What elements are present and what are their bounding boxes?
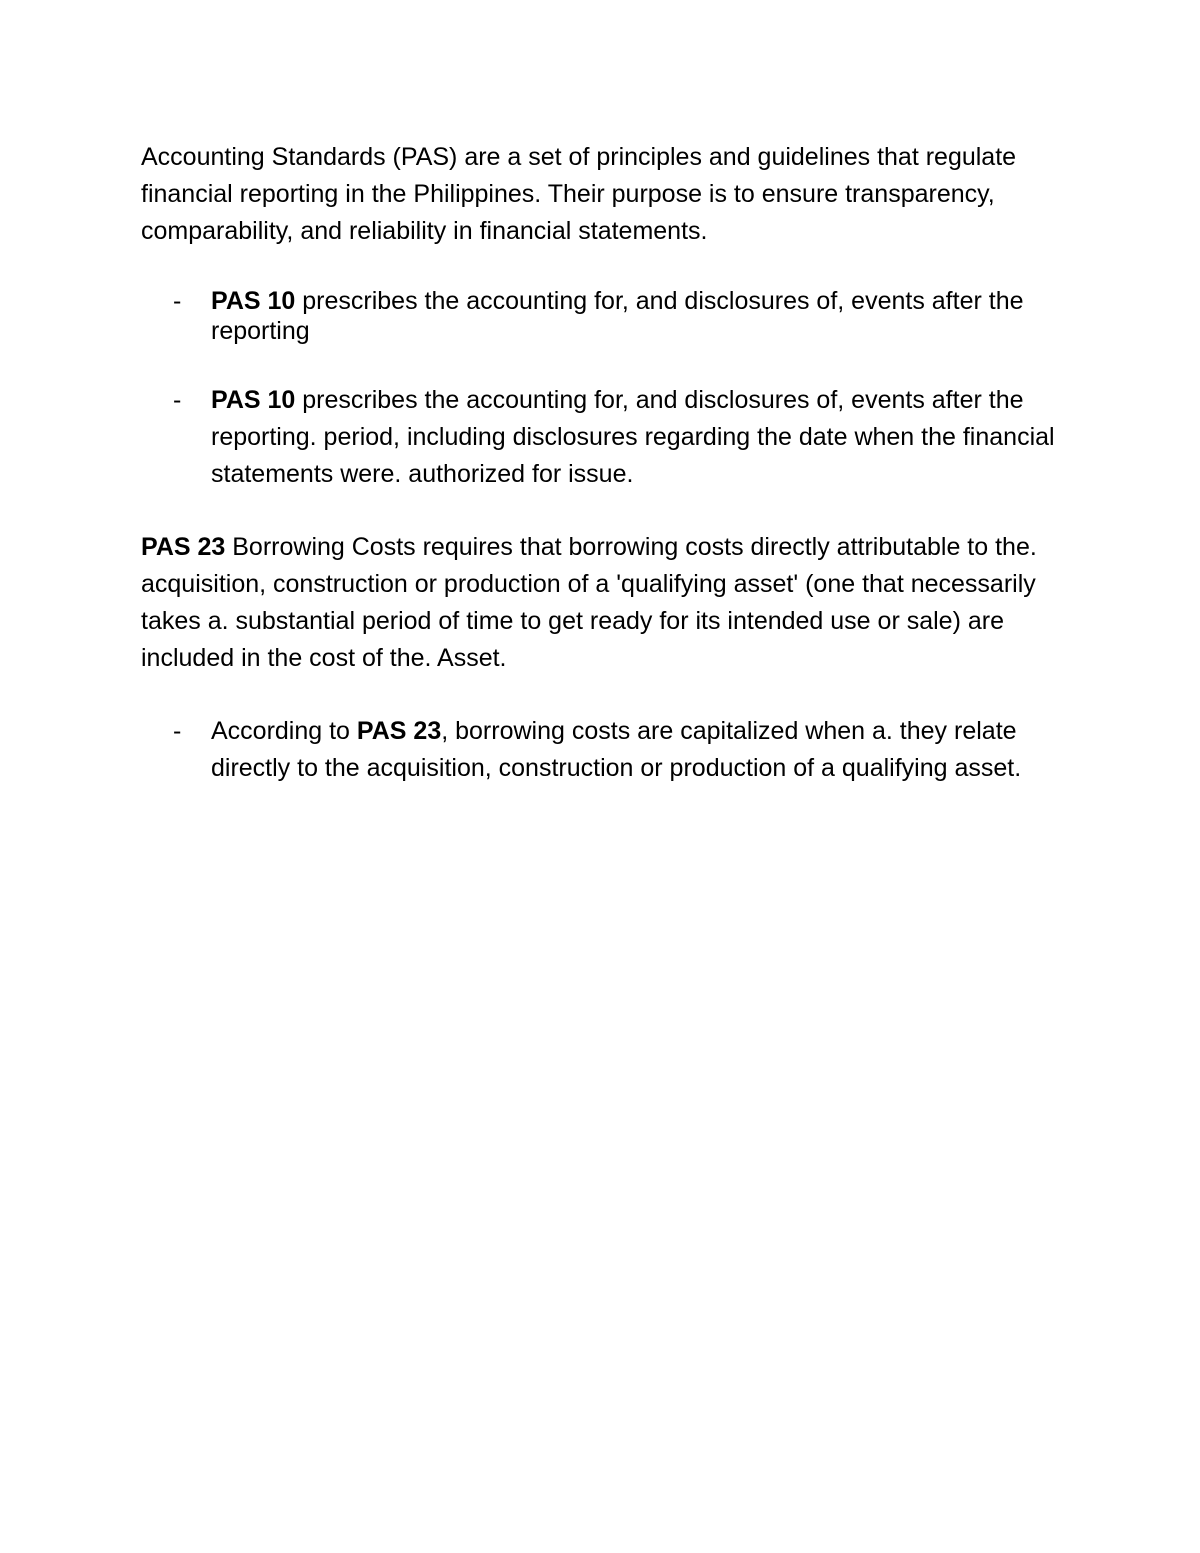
list-item-text-before: According to [211,717,357,745]
intro-paragraph [141,139,1081,250]
bold-term: PAS 23 [356,717,442,745]
bold-term: PAS 10 [211,386,296,414]
bullet-dash: - [173,717,182,745]
bullet-dash: - [173,386,182,414]
pas23-bullet-list [141,713,1081,787]
document-body [141,139,1081,787]
bullet-dash: - [173,287,182,315]
list-item [141,713,1081,787]
list-item-text: prescribes the accounting for, and disclosures of, events after the reporting [211,287,1024,345]
list-item [141,286,1081,346]
intro-text: Accounting Standards (PAS) are a set of principles and guidelines that regulate financial reporting in the Philippines. Their purpose is to ensure transparency, comparability, and reliability in financial statements. [141,143,1017,245]
list-item-text-after: , borrowing costs are capitalized when a. they relate directly to the acquisition, construction or production of a qualifying asset. [211,717,1022,782]
pas23-text: Borrowing Costs requires that borrowing costs directly attributable to the. acquisition, construction or production of a 'qualifying asset' (one that necessarily takes a. substantial period of time to get ready for its intended use or sale) are included in the cost of the. Asset. [141,533,1037,672]
list-item [141,382,1081,493]
pas23-paragraph [141,529,1081,677]
bold-term: PAS 23 [141,533,226,561]
list-item-text: prescribes the accounting for, and disclosures of, events after the reporting. period, including disclosures regarding the date when the financial statements were. authorized for issue. [211,386,1055,488]
pas10-bullet-list [141,286,1081,493]
bold-term: PAS 10 [211,287,296,315]
